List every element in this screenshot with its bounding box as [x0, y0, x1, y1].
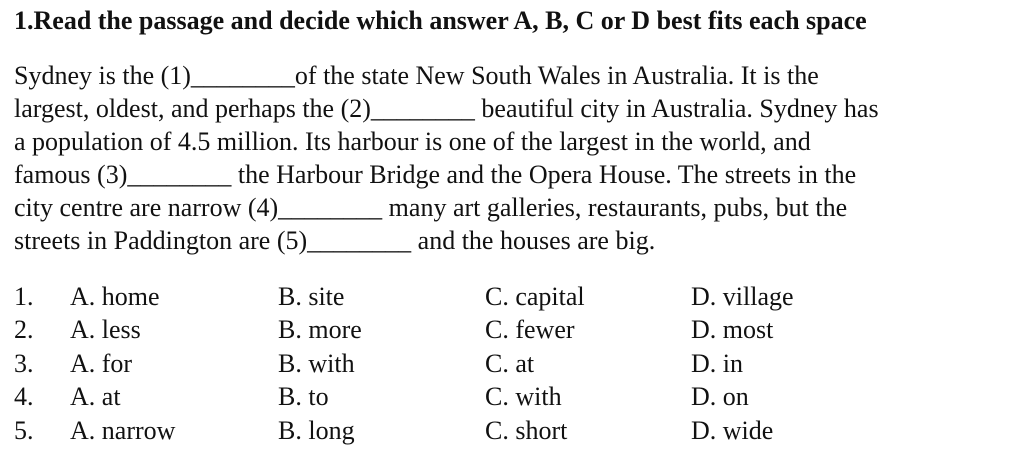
question-row-5 — [14, 414, 1014, 447]
question-row-1 — [14, 280, 1014, 313]
option-b: B. long — [278, 415, 355, 445]
option-a: A. less — [70, 315, 141, 345]
passage-line: streets in Paddington are (5)________ and the houses are big. — [14, 226, 656, 255]
option-d: D. village — [691, 282, 794, 311]
option-d: D. in — [691, 348, 743, 378]
question-number: 5. — [14, 415, 34, 445]
option-d: D. wide — [691, 415, 774, 445]
option-d: D. most — [691, 315, 774, 345]
option-c: C. with — [485, 382, 562, 412]
option-a: A. home — [70, 282, 160, 311]
question-number: 2. — [14, 315, 34, 345]
option-a: A. narrow — [70, 415, 176, 445]
passage-line: Sydney is the (1)________of the state New South Wales in Australia. It is the — [14, 61, 819, 90]
passage-line: largest, oldest, and perhaps the (2)________ beautiful city in Australia. Sydney has — [14, 94, 879, 123]
passage-line: a population of 4.5 million. Its harbour is one of the largest in the world, and — [14, 127, 811, 156]
option-c: C. fewer — [485, 315, 575, 345]
question-row-3 — [14, 347, 1014, 380]
option-c: C. short — [485, 415, 568, 445]
question-number: 4. — [14, 382, 34, 412]
option-c: C. capital — [485, 282, 585, 311]
question-row-4 — [14, 380, 1014, 413]
option-b: B. with — [278, 348, 355, 378]
option-b: B. more — [278, 315, 362, 345]
question-number: 1. — [14, 282, 34, 311]
option-b: B. site — [278, 282, 345, 311]
passage-line: city centre are narrow (4)________ many art galleries, restaurants, pubs, but the — [14, 193, 848, 222]
option-a: A. at — [70, 382, 121, 412]
cropped-next-line — [14, 447, 1004, 451]
passage-line: famous (3)________ the Harbour Bridge and the Opera House. The streets in the — [14, 160, 857, 189]
exercise-heading: 1.Read the passage and decide which answer A, B, C or D best fits each space — [14, 6, 867, 35]
answer-options — [14, 280, 1014, 447]
option-a: A. for — [70, 348, 133, 378]
option-d: D. on — [691, 382, 749, 412]
option-b: B. to — [278, 382, 329, 412]
question-number: 3. — [14, 348, 34, 378]
question-row-2 — [14, 313, 1014, 346]
reading-passage — [14, 59, 1014, 257]
option-c: C. at — [485, 348, 535, 378]
